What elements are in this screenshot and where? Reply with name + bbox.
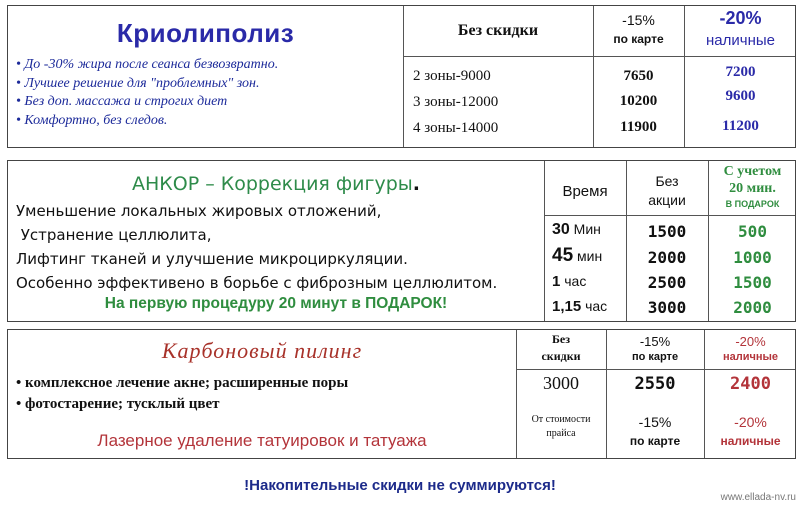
header-with-gift: С учетом: [723, 164, 782, 179]
time-cell: 45 мин: [552, 245, 603, 266]
laser-cash-label: наличные: [720, 434, 781, 448]
bullet-item: • Лучшее решение для "проблемных" зон.: [16, 75, 260, 91]
zones-label: 4 зоны-14000: [413, 120, 499, 136]
header-cash-label: наличные: [706, 32, 775, 49]
carbon-cash-price: 2400: [730, 374, 771, 394]
ankor-section: [7, 160, 796, 322]
header-card-label: по карте: [613, 32, 664, 46]
header-card-pct: -15%: [622, 12, 655, 28]
description-line: Устранение целлюлита,: [16, 226, 212, 244]
bullet-item: • Комфортно, без следов.: [16, 112, 168, 128]
footer-note: !Накопительные скидки не суммируются!: [244, 477, 556, 494]
gift-price-cell: 1000: [733, 248, 772, 267]
header-no-promo: Без: [655, 173, 679, 189]
laser-cash-pct: -20%: [734, 414, 767, 430]
description-line: Особенно эффективено в борьбе с фиброзным целлюлитом.: [16, 274, 498, 292]
header-card-label: по карте: [631, 351, 679, 363]
card-price: 10200: [619, 93, 658, 109]
gift-price-cell: 2000: [733, 298, 772, 317]
gift-price-cell: 500: [738, 222, 767, 241]
cash-price: 7200: [725, 64, 756, 80]
divider: [403, 56, 795, 57]
header-cash-pct: -20%: [719, 8, 762, 28]
carbon-price: 3000: [543, 373, 579, 393]
bullet-item: • фотостарение; тусклый цвет: [16, 396, 220, 412]
cash-price: 11200: [722, 118, 759, 134]
laser-card-pct: -15%: [638, 414, 672, 430]
ankor-gift-note: На первую процедуру 20 минут в ПОДАРОК!: [104, 295, 448, 312]
header-cash-label: наличные: [722, 351, 779, 363]
site-watermark: www.ellada-nv.ru: [720, 492, 796, 503]
header-no-discount: скидки: [541, 349, 581, 363]
card-price: 7650: [623, 68, 654, 84]
header-card-pct: -15%: [639, 334, 671, 349]
bullet-item: • Без доп. массажа и строгих диет: [16, 94, 228, 109]
price-cell: 1500: [647, 222, 687, 241]
zones-label: 2 зоны-9000: [413, 68, 491, 84]
time-cell: 1 час: [552, 273, 587, 290]
ankor-description: [16, 199, 497, 295]
price-cell: 2500: [647, 273, 687, 292]
card-price: 11900: [620, 119, 657, 135]
laser-card-label: по карте: [629, 434, 681, 448]
cryolipolysis-title: Криолиполиз: [116, 18, 295, 48]
header-no-promo: акции: [648, 192, 686, 208]
divider: [544, 215, 795, 216]
carbon-card-price: 2550: [634, 374, 676, 394]
header-time: Время: [562, 183, 608, 200]
divider: [516, 369, 795, 370]
laser-from-cost: От стоимости: [531, 414, 591, 425]
cryolipolysis-bullets: [16, 56, 278, 130]
header-with-gift: 20 мин.: [729, 181, 776, 196]
carbon-peeling-section: [7, 329, 796, 459]
time-cell: 1,15 час: [552, 298, 608, 315]
header-with-gift: В ПОДАРОК: [725, 199, 780, 209]
gift-price-cell: 1500: [733, 273, 772, 292]
cryolipolysis-section: [7, 5, 796, 148]
zones-label: 3 зоны-12000: [413, 94, 499, 110]
bullet-item: • комплексное лечение акне; расширенные поры: [16, 375, 349, 391]
laser-from-cost: прайса: [546, 428, 576, 439]
cash-price: 9600: [725, 88, 756, 104]
time-cell: 30 Мин: [552, 221, 601, 238]
ankor-title: АНКОР – Коррекция фигуры.: [131, 173, 421, 195]
laser-removal-title: Лазерное удаление татуировок и татуажа: [97, 431, 427, 450]
price-cell: 2000: [647, 248, 687, 267]
header-no-discount: Без: [551, 332, 571, 346]
description-line: Лифтинг тканей и улучшение микроциркуляции.: [16, 250, 408, 268]
header-cash-pct: -20%: [735, 334, 766, 349]
price-cell: 3000: [647, 298, 687, 317]
header-no-discount: Без скидки: [457, 22, 539, 39]
description-line: Уменьшение локальных жировых отложений,: [16, 202, 382, 220]
bullet-item: • До -30% жира после сеанса безвозвратно.: [16, 57, 279, 72]
carbon-title: Карбоновый пилинг: [161, 338, 363, 363]
carbon-bullets: [16, 373, 348, 415]
